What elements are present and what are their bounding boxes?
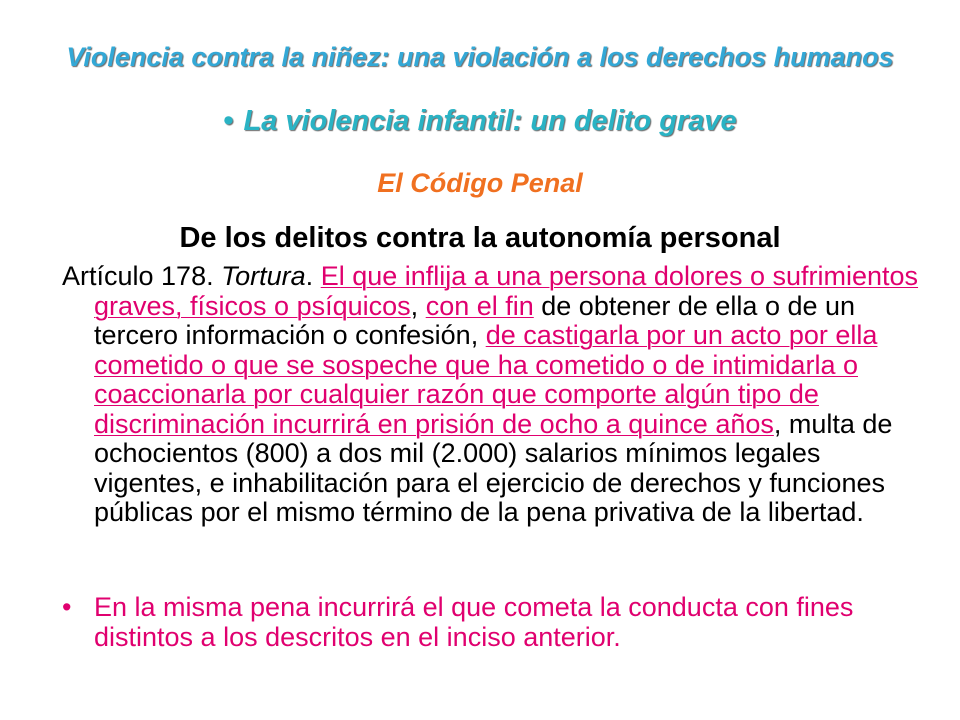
bullet-paragraph: [62, 592, 934, 652]
codigo-penal-heading: El Código Penal: [377, 168, 583, 198]
slide-title: Violencia contra la niñez: una violación a los derechos humanos: [66, 42, 894, 72]
subtitle-text: La violencia infantil: un delito grave: [243, 105, 737, 137]
article-period: .: [305, 261, 314, 291]
article-highlight-3: de castigarla por un acto por ella cometido o que se sospeche que ha cometido o de intimidarla o coaccionarla por cualquier razón que comporte algún tipo de discriminación incurrirá en prisión de ocho a quince años: [94, 320, 878, 439]
bullet-text: En la misma pena incurrirá el que cometa la conducta con fines distintos a los descritos en el inciso anterior.: [94, 592, 854, 652]
article-text-2: de obtener de ella o de un tercero información o confesión,: [94, 290, 856, 350]
article-number: Artículo 178.: [62, 261, 214, 291]
article-highlight-2: con el fin: [425, 290, 534, 321]
article-separator: ,: [410, 290, 419, 321]
article-178-paragraph: [62, 262, 934, 528]
subtitle-bullet: •: [223, 105, 234, 137]
article-highlight-1: El que inflija a una persona dolores o sufrimientos graves, físicos o psíquicos: [94, 261, 919, 321]
slide-subtitle: [0, 105, 960, 138]
article-text-3: , multa de ochocientos (800) a dos mil (2.000) salarios mínimos legales vigentes, e inhabilitación para el ejercicio de derechos y funciones públicas por el mismo término de la pena privativa de la libertad.: [94, 408, 893, 527]
article-name: Tortura: [221, 261, 306, 291]
bullet-dot: •: [62, 592, 72, 622]
section-heading: De los delitos contra la autonomía personal: [179, 222, 781, 254]
